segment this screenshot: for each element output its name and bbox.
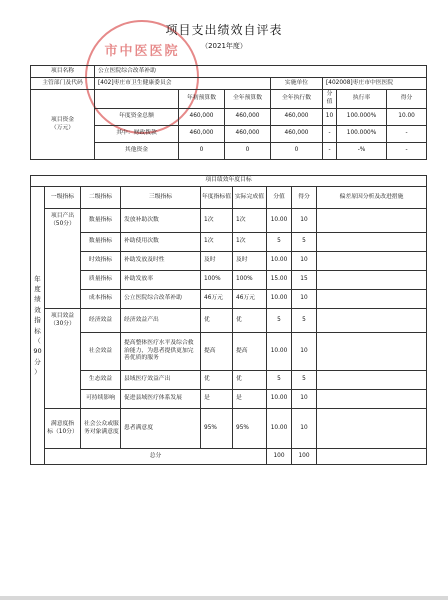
perf-deviation: [317, 271, 427, 290]
perf-level2: 数量指标: [81, 209, 121, 233]
funds-cell: 0: [179, 143, 225, 160]
perf-actual: 95%: [233, 409, 267, 449]
perf-header: 实际完成值: [233, 187, 267, 209]
impl-label: 实施单位: [271, 78, 323, 90]
perf-target: 1次: [201, 209, 233, 233]
perf-target: 100%: [201, 271, 233, 290]
perf-deviation: [317, 390, 427, 409]
total-score: 100: [292, 449, 317, 465]
funds-cell: 460,000: [271, 126, 323, 143]
perf-score: 10: [292, 290, 317, 309]
funds-cell: -%: [337, 143, 387, 160]
funds-cell: -: [323, 143, 337, 160]
perf-weight: 10.00: [267, 409, 292, 449]
perf-header: 年度指标值: [201, 187, 233, 209]
perf-deviation: [317, 252, 427, 271]
funds-header: 全年预算数: [225, 90, 271, 109]
perf-weight: 10.00: [267, 209, 292, 233]
funds-cell: -: [387, 143, 427, 160]
perf-deviation: [317, 233, 427, 252]
page-bottom-edge: [0, 596, 448, 600]
perf-level3: 经济效益产出: [121, 309, 201, 333]
funds-cell: 460,000: [271, 109, 323, 126]
perf-level2: 社会公众或服务对象满意度: [81, 409, 121, 449]
funds-header-blank: [95, 90, 179, 109]
funds-row-name: 其中：财政拨款: [95, 126, 179, 143]
dept-label: 主管部门及代码: [31, 78, 95, 90]
perf-target: 优: [201, 371, 233, 390]
perf-group-output: 项目产出 （50分）: [45, 209, 81, 309]
perf-deviation: [317, 309, 427, 333]
funds-cell: -: [323, 126, 337, 143]
perf-weight: 10.00: [267, 252, 292, 271]
performance-table: [30, 175, 427, 465]
perf-score: 5: [292, 233, 317, 252]
funds-header: 年初预算数: [179, 90, 225, 109]
perf-weight: 15.00: [267, 271, 292, 290]
funds-cell: 10.00: [387, 109, 427, 126]
funds-cell: 100.000%: [337, 126, 387, 143]
perf-side-label: 年 度 绩 效 指 标 （ 90 分 ）: [31, 187, 45, 465]
perf-header: 得分: [292, 187, 317, 209]
perf-weight: 5: [267, 233, 292, 252]
perf-deviation: [317, 209, 427, 233]
total-deviation: [317, 449, 427, 465]
perf-score: 5: [292, 371, 317, 390]
perf-header: 偏差原因分析及改进措施: [317, 187, 427, 209]
funds-row-name: 其他资金: [95, 143, 179, 160]
funds-cell: 460,000: [225, 109, 271, 126]
perf-target: 优: [201, 309, 233, 333]
perf-weight: 5: [267, 309, 292, 333]
perf-deviation: [317, 333, 427, 371]
report-year: （2021年度）: [201, 42, 247, 50]
perf-weight: 10.00: [267, 390, 292, 409]
perf-level2: 成本指标: [81, 290, 121, 309]
perf-score: 15: [292, 271, 317, 290]
perf-level2: 数量指标: [81, 233, 121, 252]
perf-weight: 10.00: [267, 290, 292, 309]
perf-actual: 优: [233, 371, 267, 390]
total-weight: 100: [267, 449, 292, 465]
funds-header: 执行率: [337, 90, 387, 109]
funds-cell: 0: [225, 143, 271, 160]
goals-header: 项目绩效年度目标: [31, 176, 427, 187]
page-title: 项目支出绩效自评表: [165, 23, 283, 37]
perf-deviation: [317, 409, 427, 449]
funds-header: 得分: [387, 90, 427, 109]
perf-actual: 是: [233, 390, 267, 409]
perf-level2: 质量指标: [81, 271, 121, 290]
perf-score: 5: [292, 309, 317, 333]
perf-target: 46万元: [201, 290, 233, 309]
perf-header: 分值: [267, 187, 292, 209]
perf-level3: 县域医疗效益产出: [121, 371, 201, 390]
funds-header: 全年执行数: [271, 90, 323, 109]
perf-target: 提高: [201, 333, 233, 371]
funds-cell: 10: [323, 109, 337, 126]
perf-level3: 补助使用次数: [121, 233, 201, 252]
seal-text: 市中医医院: [104, 44, 180, 59]
perf-target: 及时: [201, 252, 233, 271]
perf-level2: 经济效益: [81, 309, 121, 333]
perf-level2: 社会效益: [81, 333, 121, 371]
perf-level3: 促进县域医疗体系发展: [121, 390, 201, 409]
perf-target: 1次: [201, 233, 233, 252]
perf-deviation: [317, 290, 427, 309]
perf-score: 10: [292, 209, 317, 233]
funds-cell: -: [387, 126, 427, 143]
perf-level2: 时效指标: [81, 252, 121, 271]
funds-cell: 460,000: [225, 126, 271, 143]
impl-value: [402008]枣庄市中医医院: [323, 78, 427, 90]
project-name-label: 项目名称: [31, 66, 95, 78]
dept-value: [402]枣庄市卫生健康委员会: [95, 78, 271, 90]
funds-cell: 460,000: [179, 109, 225, 126]
funds-cell: 0: [271, 143, 323, 160]
funds-label: 项目资金 （万元）: [31, 90, 95, 160]
perf-actual: 1次: [233, 233, 267, 252]
perf-level3: 补助发放及时性: [121, 252, 201, 271]
perf-score: 10: [292, 390, 317, 409]
perf-actual: 46万元: [233, 290, 267, 309]
perf-level3: 提高整体医疗水平及综合救治能力，为患者提供更加完善优质的服务: [121, 333, 201, 371]
perf-weight: 10.00: [267, 333, 292, 371]
project-name: 公立医院综合改革补助: [95, 66, 427, 78]
perf-group-benefit: 项目效益 （30分）: [45, 309, 81, 409]
perf-level3: 公立医院综合改革补助: [121, 290, 201, 309]
total-label: 总分: [45, 449, 267, 465]
funds-row-name: 年度资金总额: [95, 109, 179, 126]
perf-level3: 患者满意度: [121, 409, 201, 449]
perf-deviation: [317, 371, 427, 390]
perf-actual: 100%: [233, 271, 267, 290]
perf-target: 95%: [201, 409, 233, 449]
perf-target: 是: [201, 390, 233, 409]
perf-group-satisfaction: 满意度指 标（10分）: [45, 409, 81, 449]
perf-actual: 优: [233, 309, 267, 333]
perf-score: 10: [292, 409, 317, 449]
perf-actual: 及时: [233, 252, 267, 271]
perf-level3: 发放补助次数: [121, 209, 201, 233]
perf-header: 一级指标: [45, 187, 81, 209]
perf-level2: 可持续影响: [81, 390, 121, 409]
perf-header: 二级指标: [81, 187, 121, 209]
funds-table: [30, 65, 427, 160]
funds-cell: 100.000%: [337, 109, 387, 126]
perf-level2: 生态效益: [81, 371, 121, 390]
perf-actual: 1次: [233, 209, 267, 233]
perf-header: 三级指标: [121, 187, 201, 209]
funds-cell: 460,000: [179, 126, 225, 143]
perf-weight: 5: [267, 371, 292, 390]
perf-actual: 提高: [233, 333, 267, 371]
perf-score: 10: [292, 252, 317, 271]
perf-level3: 补助发放率: [121, 271, 201, 290]
perf-score: 10: [292, 333, 317, 371]
funds-header: 分值: [323, 90, 337, 109]
